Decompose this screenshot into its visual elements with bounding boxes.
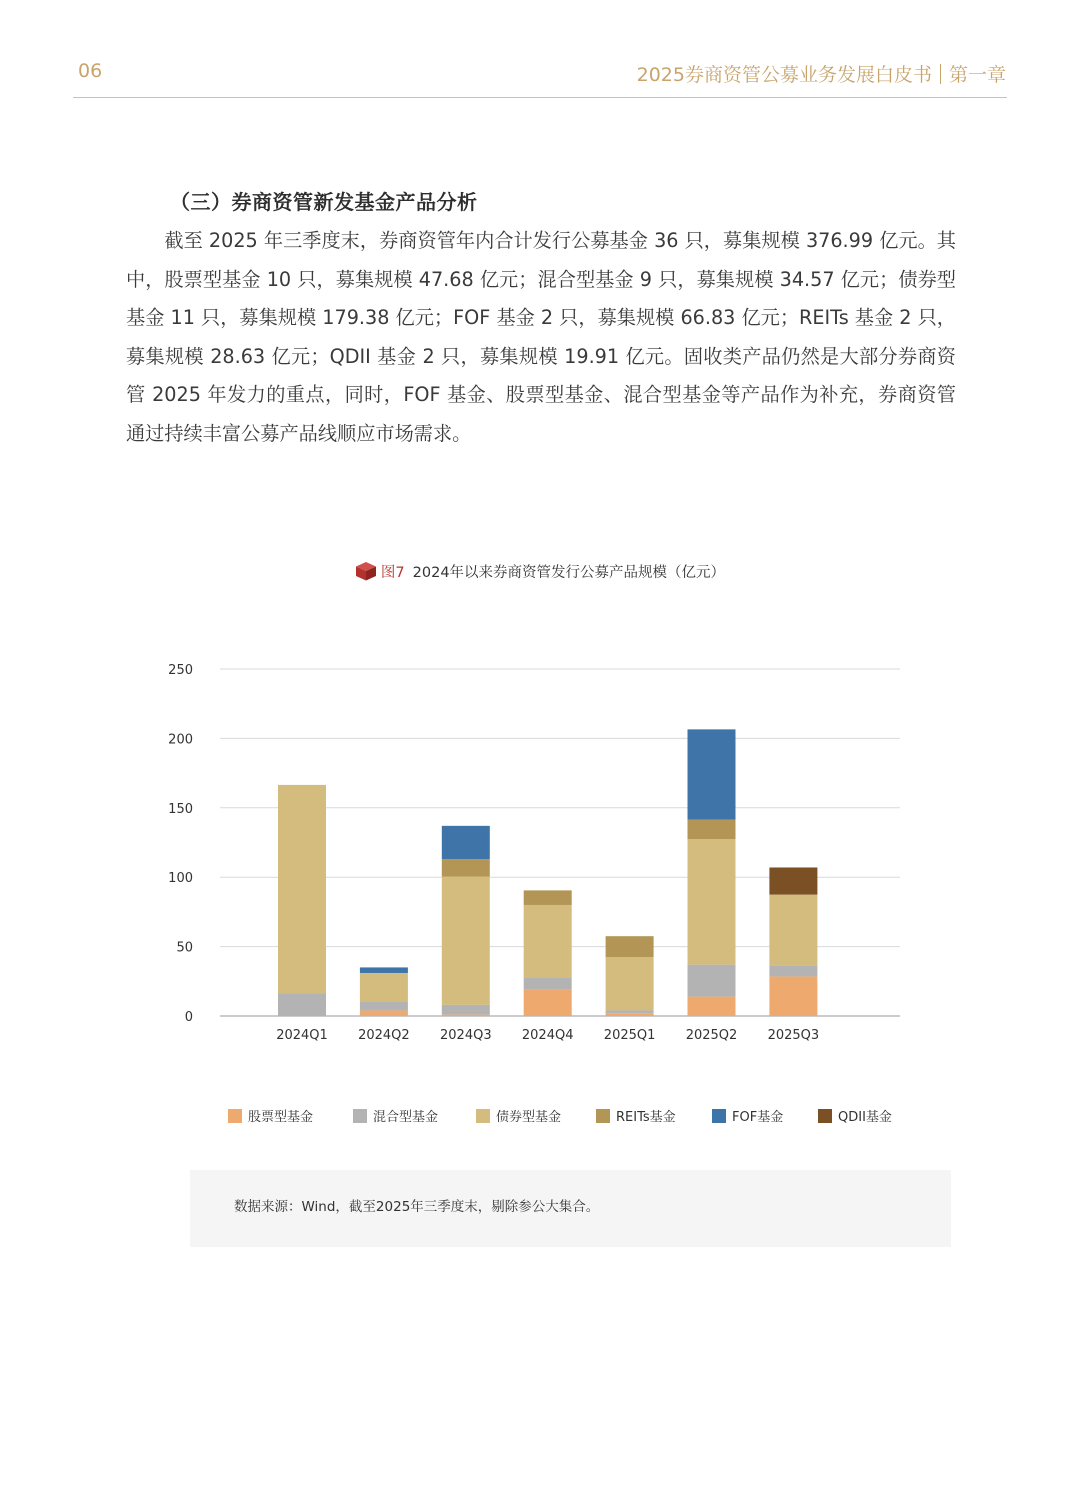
header-rule — [73, 97, 1007, 98]
y-tick-label: 200 — [168, 732, 193, 748]
bar-segment — [278, 785, 326, 993]
bar-segment — [606, 1010, 654, 1013]
bar-segment — [360, 967, 408, 973]
figure-caption — [0, 561, 1080, 582]
legend-label: FOF基金 — [732, 1110, 784, 1125]
legend-label: QDII基金 — [838, 1110, 892, 1125]
bar-segment — [442, 1005, 490, 1015]
legend-label: 债券型基金 — [496, 1110, 562, 1125]
x-tick-label: 2024Q1 — [276, 1028, 328, 1043]
figure-number: 图7 — [380, 565, 405, 581]
legend-swatch — [818, 1109, 832, 1123]
header-separator — [940, 64, 941, 84]
running-title — [637, 60, 1006, 87]
y-tick-label: 250 — [168, 663, 193, 678]
bar-segment — [606, 936, 654, 957]
bar-segment — [360, 1010, 408, 1016]
x-tick-label: 2024Q2 — [358, 1028, 410, 1043]
bar-segment — [688, 729, 736, 819]
y-tick-label: 150 — [168, 801, 193, 817]
x-tick-label: 2025Q3 — [767, 1028, 820, 1043]
bar-segment — [442, 859, 490, 876]
legend-item — [476, 1106, 561, 1125]
legend-label: 股票型基金 — [248, 1110, 314, 1125]
legend-item — [818, 1106, 892, 1125]
x-tick-label: 2025Q1 — [603, 1028, 656, 1043]
bar-segment — [769, 895, 817, 966]
legend-swatch — [476, 1109, 490, 1123]
chart-legend — [0, 1106, 1080, 1126]
bar-segment — [688, 839, 736, 965]
legend-item — [228, 1106, 313, 1125]
legend-swatch — [228, 1109, 242, 1123]
document-title: 2025券商资管公募业务发展白皮书 — [636, 64, 932, 86]
y-tick-label: 0 — [184, 1010, 193, 1025]
source-note-box — [190, 1170, 951, 1247]
bar-segment — [442, 877, 490, 1005]
legend-item — [596, 1106, 676, 1125]
bar-segment — [278, 993, 326, 1016]
bar-segment — [769, 976, 817, 1016]
bar-segment — [769, 867, 817, 894]
legend-label: 混合型基金 — [373, 1110, 439, 1125]
source-note: 数据来源：Wind，截至2025年三季度末，剔除参公大集合。 — [234, 1199, 600, 1215]
legend-item — [712, 1106, 783, 1125]
bar-segment — [524, 905, 572, 977]
chapter-label: 第一章 — [948, 64, 1006, 86]
stacked-bar-chart — [0, 640, 1080, 1060]
section-heading: （三）券商资管新发基金产品分析 — [170, 190, 478, 214]
legend-label: REITs基金 — [616, 1110, 676, 1125]
cube-icon — [355, 561, 377, 581]
bar-segment — [524, 977, 572, 989]
bar-segment — [442, 1015, 490, 1016]
bar-segment — [360, 973, 408, 1001]
legend-swatch — [712, 1109, 726, 1123]
bar-segment — [606, 957, 654, 1010]
legend-item — [353, 1106, 438, 1125]
x-tick-label: 2024Q3 — [440, 1028, 492, 1043]
bar-segment — [360, 1001, 408, 1010]
bar-segment — [769, 965, 817, 976]
bar-segment — [442, 826, 490, 859]
x-tick-label: 2025Q2 — [685, 1028, 738, 1043]
bar-segment — [524, 990, 572, 1016]
y-tick-label: 50 — [176, 940, 193, 956]
bar-segment — [688, 965, 736, 997]
bar-segment — [688, 997, 736, 1016]
x-tick-label: 2024Q4 — [521, 1028, 574, 1043]
page-number: 06 — [78, 60, 103, 82]
body-paragraph: 截至 2025 年三季度末，券商资管年内合计发行公募基金 36 只，募集规模 376.99 亿元。其中，股票型基金 10 只，募集规模 47.68 亿元；混合型基金 9 只，募集规模 34.57 亿元；债券型基金 11 只，募集规模 179.38 亿元；FOF 基金 2 只，募集规模 66.83 亿元；REITs 基金 2 只，募集规模 28.63 亿元；QDII 基金 2 只，募集规模 19.91 亿元。固收类产品仍然是大部分券商资管 2025 年发力的重点，同时，FOF 基金、股票型基金、混合型基金等产品作为补充，券商资管通过持续丰富公募产品线顺应市场需求。 — [126, 229, 956, 445]
legend-swatch — [353, 1109, 367, 1123]
figure-title: 2024年以来券商资管发行公募产品规模（亿元） — [412, 565, 726, 581]
bar-segment — [524, 890, 572, 905]
y-tick-label: 100 — [168, 871, 193, 887]
legend-swatch — [596, 1109, 610, 1123]
bar-segment — [688, 820, 736, 839]
bar-segment — [606, 1013, 654, 1016]
